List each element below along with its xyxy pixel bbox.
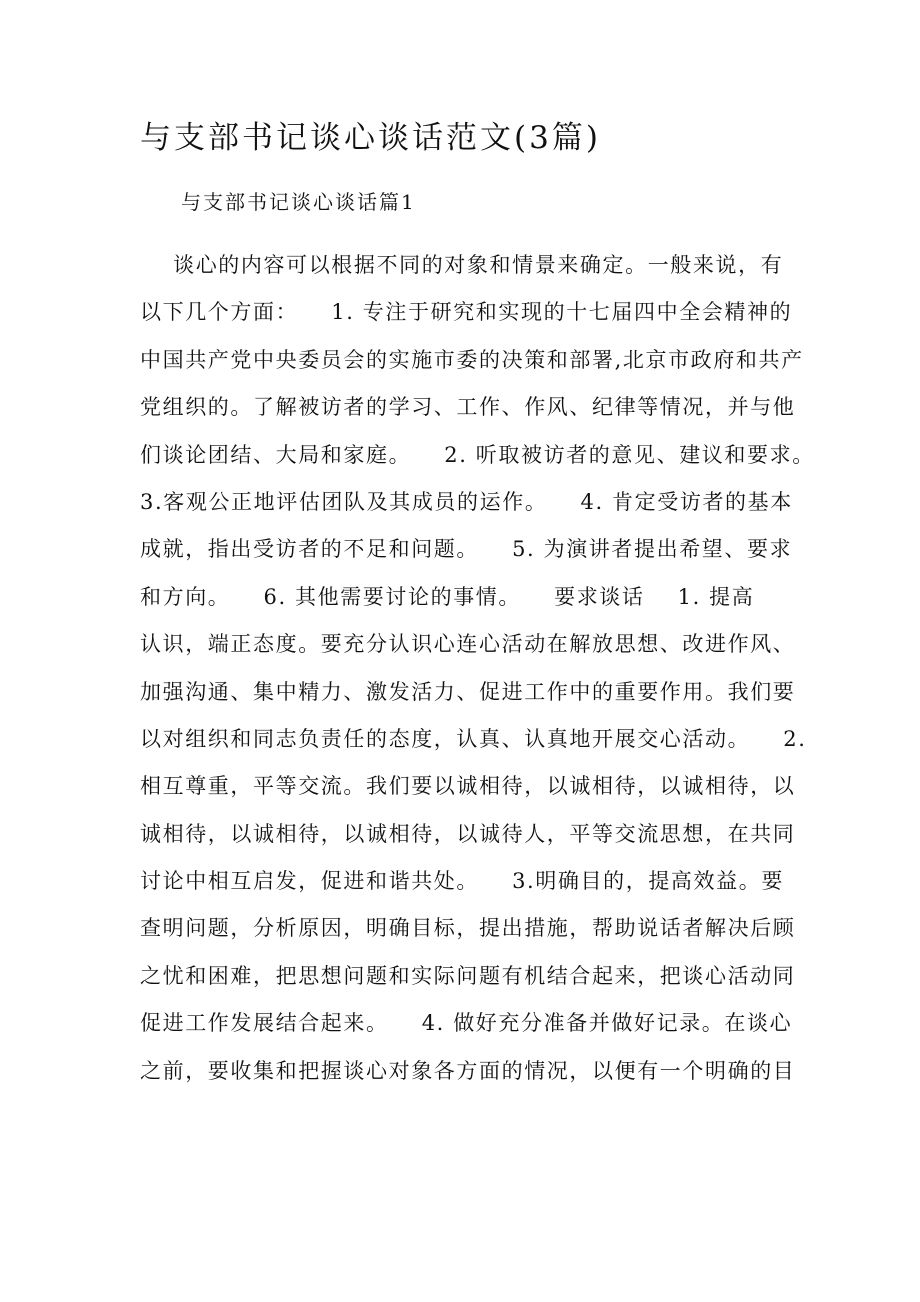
body-line: 党组织的。了解被访者的学习、工作、作风、纪律等情况，并与他 <box>140 395 796 420</box>
body-line: 加强沟通、集中精力、激发活力、促进工作中的重要作用。我们要 <box>140 679 796 704</box>
body-line: 和方向。 6. 其他需要讨论的事情。 要求谈话 1. 提高 <box>140 584 755 609</box>
body-line: 成就，指出受访者的不足和问题。 5. 为演讲者提出希望、要求 <box>140 537 793 562</box>
body-line: 相互尊重，平等交流。我们要以诚相待，以诚相待，以诚相待，以 <box>140 774 796 799</box>
body-line: 以对组织和同志负责任的态度，认真、认真地开展交心活动。 2. <box>140 726 807 751</box>
body-line: 认识，端正态度。要充分认识心连心活动在解放思想、改进作风、 <box>140 632 796 657</box>
body-line: 讨论中相互启发，促进和谐共处。 3.明确目的，提高效益。要 <box>140 869 784 894</box>
body-line: 促进工作发展结合起来。 4. 做好充分准备并做好记录。在谈心 <box>140 1011 793 1036</box>
body-line: 们谈论团结、大局和家庭。 2. 听取被访者的意见、建议和要求。 <box>140 442 815 467</box>
document-title: 与支部书记谈心谈话范文(3篇) <box>140 120 601 156</box>
body-line: 查明问题，分析原因，明确目标，提出措施，帮助说话者解决后顾 <box>140 916 796 941</box>
body-line: 以下几个方面： 1. 专注于研究和实现的十七届四中全会精神的 <box>140 300 793 325</box>
section-heading: 与支部书记谈心谈话篇1 <box>181 190 416 214</box>
document-body <box>140 250 820 1103</box>
body-line: 诚相待，以诚相待，以诚相待，以诚待人，平等交流思想，在共同 <box>140 821 796 846</box>
body-line: 之前，要收集和把握谈心对象各方面的情况，以便有一个明确的目 <box>140 1058 796 1083</box>
body-line: 中国共产党中央委员会的实施市委的决策和部署,北京市政府和共产 <box>140 347 804 372</box>
body-line: 3.客观公正地评估团队及其成员的运作。 4. 肯定受访者的基本 <box>140 489 793 514</box>
body-line: 谈心的内容可以根据不同的对象和情景来确定。一般来说，有 <box>140 253 784 277</box>
body-line: 之忧和困难，把思想问题和实际问题有机结合起来，把谈心活动同 <box>140 963 796 988</box>
